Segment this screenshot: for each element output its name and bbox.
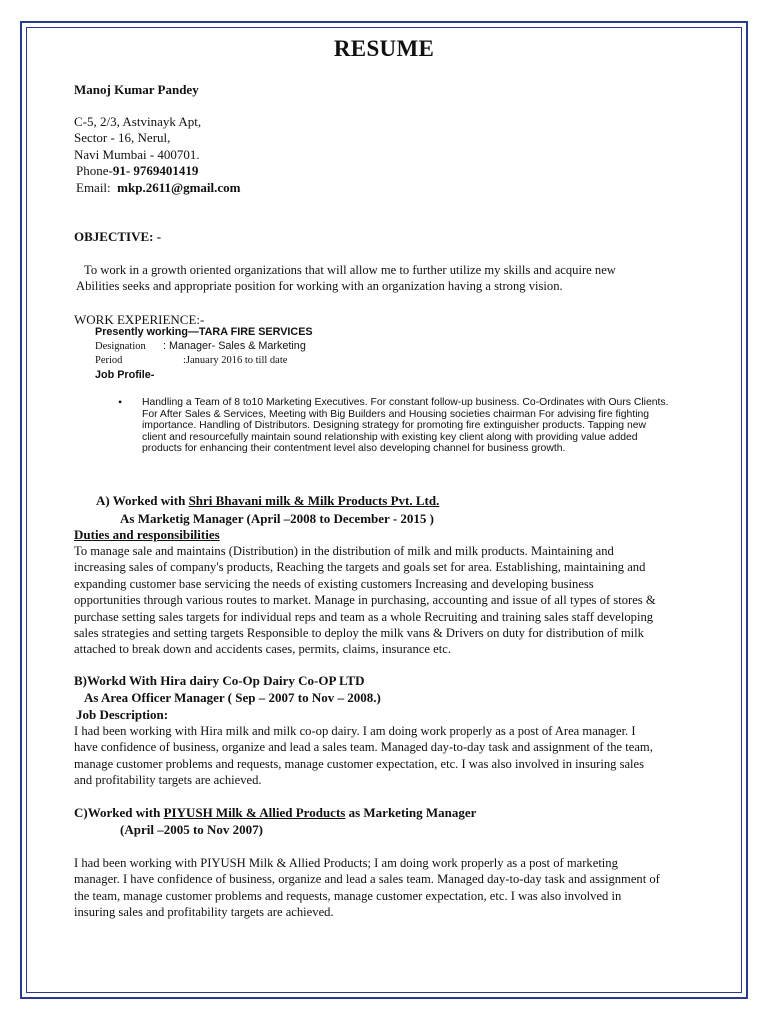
description-line: I had been working with PIYUSH Milk & Allied Products; I am doing work properly as a post of marketing bbox=[74, 856, 618, 870]
designation-value: : Manager- Sales & Marketing bbox=[163, 340, 306, 352]
job-b-role: As Area Officer Manager ( Sep – 2007 to Nov – 2008.) bbox=[84, 690, 381, 705]
designation-label: Designation bbox=[95, 341, 146, 352]
job-c-heading bbox=[74, 805, 476, 821]
job-c-prefix: C)Worked with bbox=[74, 805, 164, 820]
duties-line: opportunities through various routes to market. Manage in purchasing, accounting and issue of all types of stores & bbox=[74, 593, 656, 608]
address-line-1: C-5, 2/3, Astvinayk Apt, bbox=[74, 114, 202, 129]
present-company: TARA FIRE SERVICES bbox=[198, 326, 313, 338]
profile-line: For After Sales & Services, Meeting with Big Builders and Housing societies chairman For advising fire fighting bbox=[142, 408, 650, 420]
duties-line: purchase setting sales targets for individual reps and team as a whole Recruiting and training sales staff developing bbox=[74, 609, 654, 624]
objective-line: To work in a growth oriented organizations that will allow me to further utilize my skills and acquire new bbox=[84, 263, 616, 277]
description-line: manage customer problems and requests, manage customer expectation, etc. I was also involved in insuring sales bbox=[74, 756, 645, 771]
job-description-heading: Job Description: bbox=[76, 707, 169, 722]
period-label: Period bbox=[95, 355, 123, 366]
job-b-heading: B)Workd With Hira dairy Co-Op Dairy Co-OP LTD bbox=[74, 673, 365, 688]
job-a-prefix: A) Worked with bbox=[96, 493, 189, 508]
description-line: manager. I have confidence of business, organize and lead a sales team. Managed day-to-day task and assignment of bbox=[74, 872, 660, 887]
description-line: and profitability targets are achieved. bbox=[74, 773, 262, 788]
profile-line: products for enhancing their contentment level also developing channel for business growth. bbox=[142, 443, 566, 455]
duties-line: increasing sales of company's products, Reaching the targets and goals set for area. Establishing, maintaining and bbox=[74, 560, 646, 575]
job-a-company: Shri Bhavani milk & Milk Products Pvt. Ltd. bbox=[188, 493, 440, 508]
job-c-period: (April –2005 to Nov 2007) bbox=[120, 822, 263, 837]
description-line: insuring sales and profitability targets are achieved. bbox=[74, 905, 334, 920]
duties-line: attached to break down and accidents cases, permits, claims, insurance etc. bbox=[74, 642, 451, 657]
duties-line: expanding customer base servicing the needs of existing customers Increasing and developing business bbox=[74, 576, 594, 591]
duties-heading: Duties and responsibilities bbox=[74, 527, 220, 542]
duties-line: To manage sale and maintains (Distribution) in the distribution of milk and milk products. Maintaining and bbox=[74, 544, 614, 558]
phone-number: 91- 9769401419 bbox=[112, 163, 199, 178]
duties-line: sales strategies and setting targets Responsible to deploy the milk vans & Drivers on duty for distribution of milk bbox=[74, 626, 644, 641]
period-value: :January 2016 to till date bbox=[183, 355, 288, 366]
job-c-suffix: as Marketing Manager bbox=[345, 805, 477, 820]
job-c-description bbox=[74, 855, 660, 921]
phone-line bbox=[76, 163, 198, 179]
profile-line: client and resourcefully maintain sound relationship with existing key client along with providing value added bbox=[142, 431, 638, 443]
email-line bbox=[76, 180, 241, 196]
profile-line: Handling a Team of 8 to10 Marketing Executives. For constant follow-up business. Co-Ordinates with Ours Clients. bbox=[142, 397, 669, 408]
work-experience-heading: WORK EXPERIENCE:- bbox=[74, 312, 205, 327]
address-line-3: Navi Mumbai - 400701. bbox=[74, 147, 200, 162]
phone-label: Phone- bbox=[76, 163, 113, 178]
job-a-heading bbox=[96, 493, 439, 509]
description-line: the team, manage customer problems and requests, manage customer expectation, etc. I was also involved in bbox=[74, 888, 622, 903]
email-address[interactable]: mkp.2611@gmail.com bbox=[117, 180, 241, 195]
job-a-role: As Marketig Manager (April –2008 to December - 2015 ) bbox=[120, 511, 434, 526]
job-profile-label: Job Profile- bbox=[95, 369, 155, 381]
present-employer bbox=[95, 326, 313, 338]
objective-heading: OBJECTIVE: - bbox=[74, 229, 162, 244]
objective-line: Abilities seeks and appropriate position for working with an organization having a strong vision. bbox=[76, 279, 563, 294]
job-c-company: PIYUSH Milk & Allied Products bbox=[163, 805, 346, 820]
description-line: I had been working with Hira milk and milk co-op dairy. I am doing work properly as a post of Area manager. I bbox=[74, 724, 636, 738]
address-line-2: Sector - 16, Nerul, bbox=[74, 130, 171, 145]
job-a-duties bbox=[74, 543, 656, 658]
job-profile-text bbox=[142, 397, 669, 455]
candidate-name: Manoj Kumar Pandey bbox=[74, 82, 199, 97]
objective-text bbox=[74, 262, 714, 295]
bullet-icon: • bbox=[118, 395, 123, 409]
profile-line: importance. Handling of Distributors. Designing strategy for promoting fire extinguisher products. Tapping new bbox=[142, 420, 647, 432]
description-line: have confidence of business, organize and lead a sales team. Managed day-to-day task and assignment of the team, bbox=[74, 740, 653, 755]
resume-title: RESUME bbox=[333, 36, 435, 61]
present-label: Presently working— bbox=[95, 326, 199, 338]
email-label: Email: bbox=[76, 180, 111, 195]
job-b-description bbox=[74, 723, 653, 789]
